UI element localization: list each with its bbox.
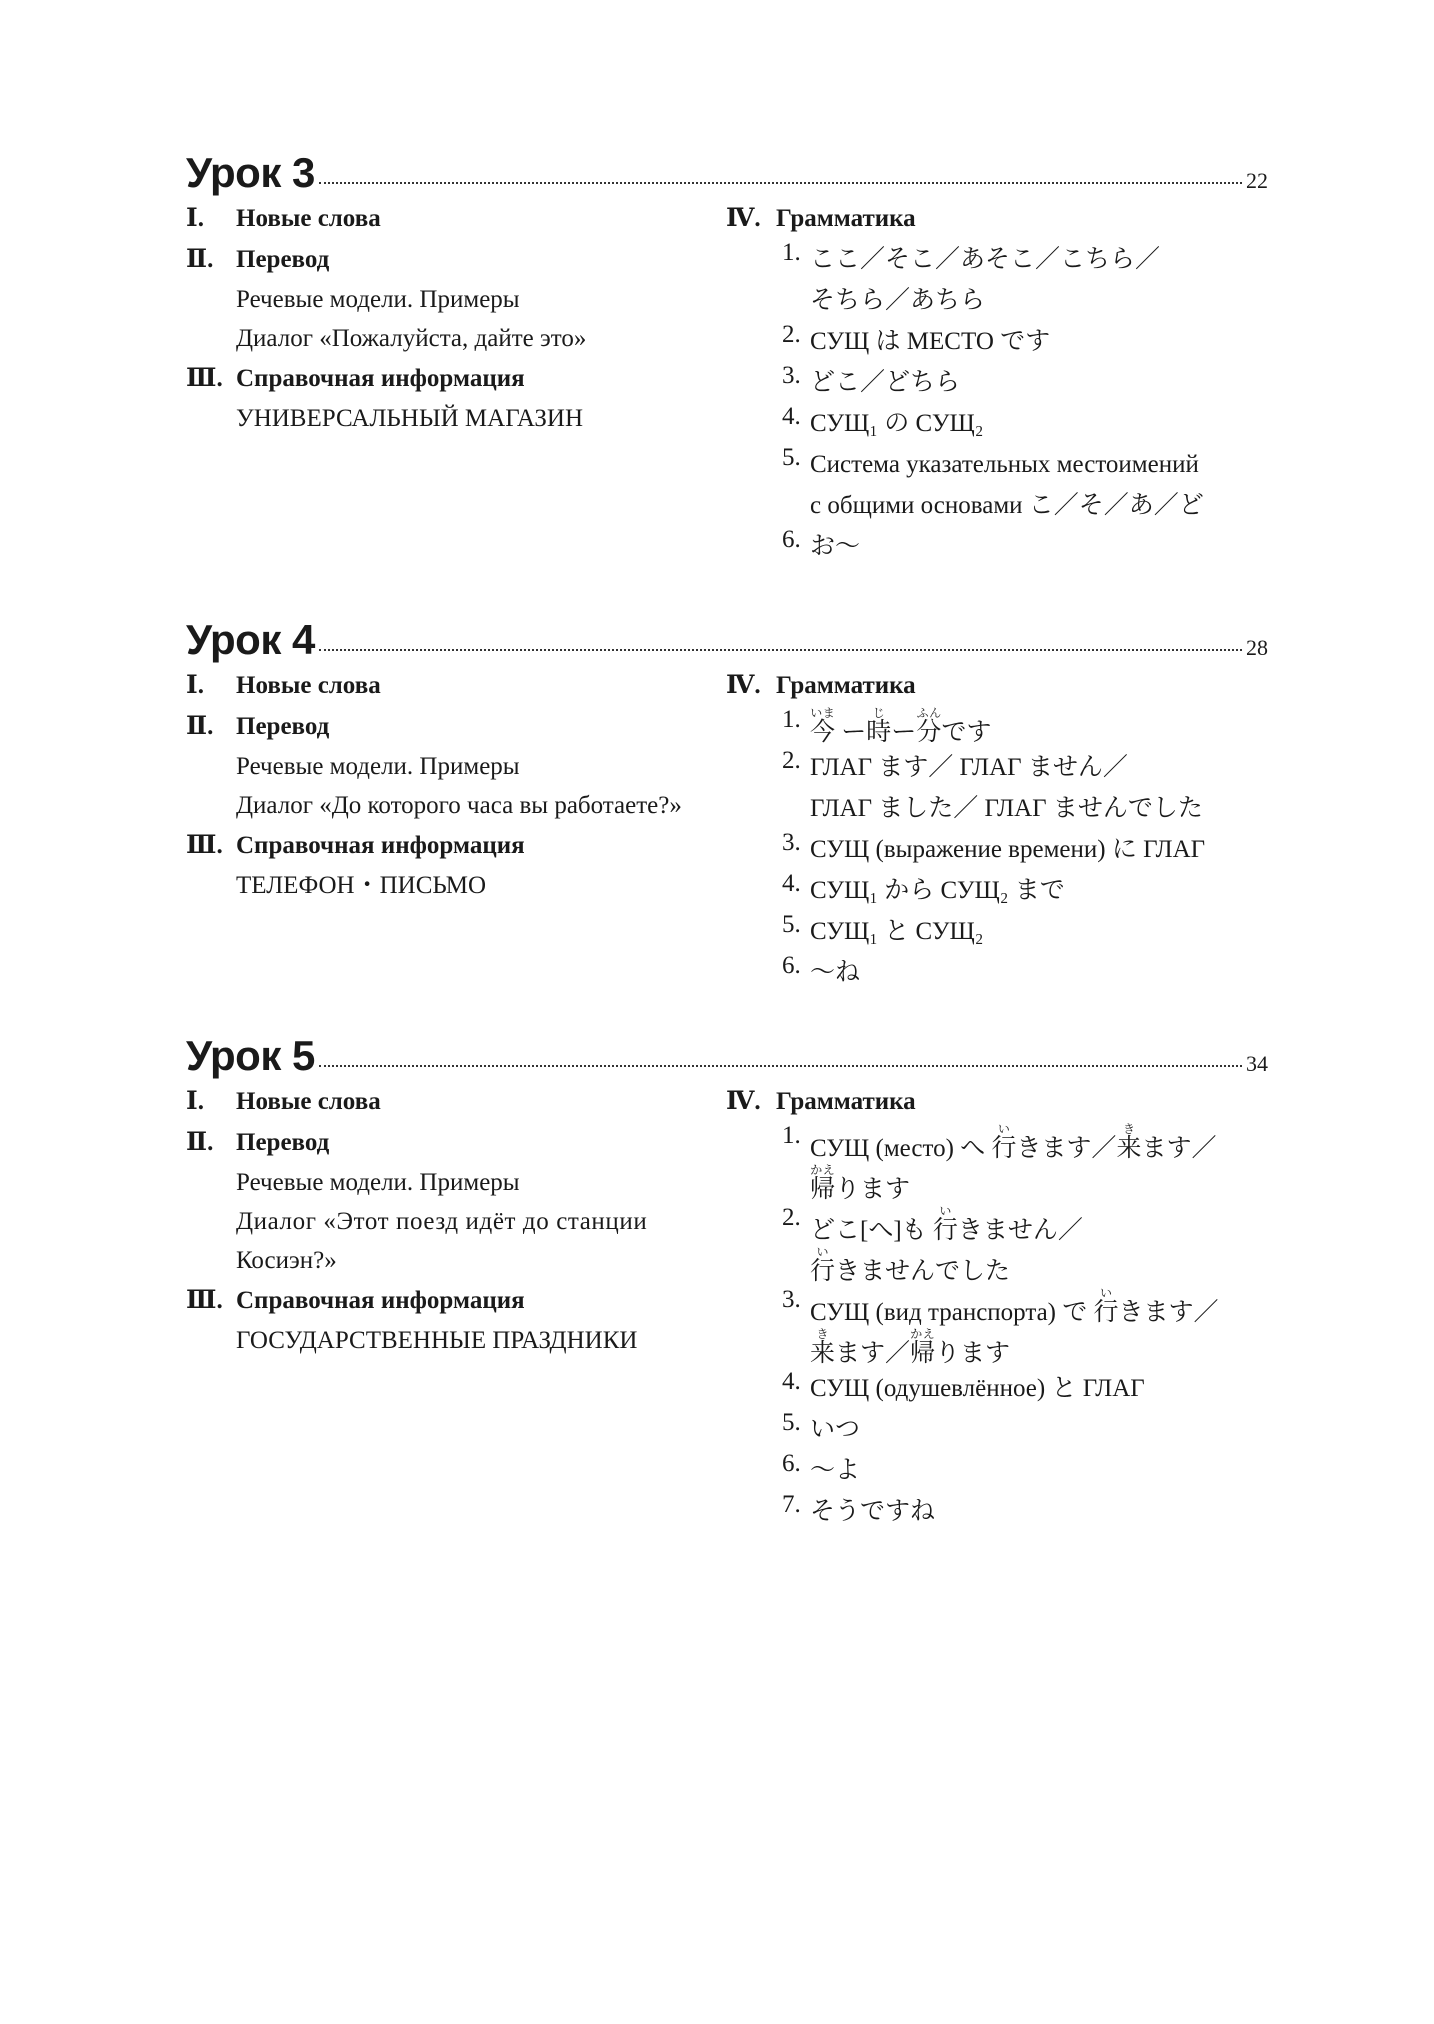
grammar-item bbox=[726, 747, 1268, 829]
section-subitem: Диалог «До которого часа вы работаете?» bbox=[236, 792, 682, 819]
ruby-reading: い bbox=[1093, 1286, 1119, 1300]
ruby-text bbox=[932, 1204, 958, 1244]
grammar-item bbox=[726, 444, 1268, 526]
grammar-line: Система указательных местоимений bbox=[810, 451, 1199, 478]
text-run: ります bbox=[935, 1340, 1011, 1367]
grammar-item bbox=[726, 321, 1268, 362]
dot-leader bbox=[319, 182, 1242, 184]
section-subitem: ТЕЛЕФОН・ПИСЬМО bbox=[236, 872, 487, 899]
grammar-item bbox=[726, 911, 1268, 952]
text-run: ます／ bbox=[1141, 1135, 1217, 1162]
grammar-line bbox=[810, 1204, 1268, 1245]
left-column bbox=[186, 665, 706, 905]
text-run: ります bbox=[835, 1176, 911, 1203]
item-number: 3. bbox=[782, 362, 801, 389]
grammar-item bbox=[726, 706, 1268, 747]
grammar-heading bbox=[726, 1081, 1268, 1122]
grammar-heading bbox=[726, 198, 1268, 239]
section-heading bbox=[186, 358, 706, 399]
ruby-base: 行 bbox=[1093, 1299, 1119, 1326]
grammar-line bbox=[810, 1245, 1268, 1286]
section-label: Справочная информация bbox=[236, 1287, 525, 1314]
ruby-reading: じ bbox=[866, 706, 892, 720]
text-run: です bbox=[941, 719, 992, 746]
item-number: 6. bbox=[782, 952, 801, 979]
item-number: 1. bbox=[782, 239, 801, 266]
lesson-4 bbox=[186, 609, 1268, 986]
ruby-reading: かえ bbox=[910, 1327, 936, 1341]
section-number: Ⅲ. bbox=[186, 832, 223, 859]
ruby-reading: い bbox=[932, 1204, 958, 1218]
ruby-base: 帰 bbox=[810, 1176, 836, 1203]
ruby-base: 行 bbox=[810, 1258, 836, 1285]
section-heading bbox=[186, 825, 706, 866]
lesson-title: Урок 5 bbox=[186, 1032, 315, 1079]
text-run: ー bbox=[891, 719, 917, 746]
item-number: 6. bbox=[782, 526, 801, 553]
grammar-item bbox=[726, 1409, 1268, 1450]
section-label: Новые слова bbox=[236, 1088, 381, 1115]
grammar-line bbox=[810, 1122, 1268, 1163]
grammar-line: そちら／あちら bbox=[810, 287, 986, 314]
item-number: 3. bbox=[782, 829, 801, 856]
section-number: Ⅱ. bbox=[186, 713, 214, 740]
section-label: Грамматика bbox=[776, 672, 916, 699]
text-run: きませんでした bbox=[835, 1258, 1011, 1285]
section-number: Ⅲ. bbox=[186, 1287, 223, 1314]
lesson-heading bbox=[186, 1025, 1268, 1077]
section-heading bbox=[186, 1280, 706, 1321]
item-number: 5. bbox=[782, 1409, 801, 1436]
left-column bbox=[186, 1081, 706, 1360]
ruby-text bbox=[866, 706, 892, 746]
ruby-base: 行 bbox=[991, 1135, 1017, 1162]
grammar-item bbox=[726, 1286, 1268, 1368]
text-run: СУЩ (место) へ bbox=[810, 1135, 992, 1162]
lesson-heading bbox=[186, 609, 1268, 661]
item-number: 1. bbox=[782, 706, 801, 733]
ruby-reading: ふん bbox=[916, 706, 942, 720]
ruby-text bbox=[991, 1122, 1017, 1162]
ruby-reading: い bbox=[810, 1245, 836, 1259]
grammar-line: ГЛАГ ました／ ГЛАГ ませんでした bbox=[810, 795, 1203, 822]
grammar-line: ～よ bbox=[810, 1457, 861, 1484]
grammar-list bbox=[726, 706, 1268, 993]
text-run: きません／ bbox=[957, 1217, 1083, 1244]
section-label: Грамматика bbox=[776, 205, 916, 232]
ruby-base: 来 bbox=[810, 1340, 836, 1367]
lesson-5 bbox=[186, 1025, 1268, 1525]
ruby-text bbox=[810, 706, 836, 746]
grammar-list bbox=[726, 1122, 1268, 1532]
grammar-line: СУЩ₁ と СУЩ₂ bbox=[810, 918, 984, 945]
ruby-text bbox=[910, 1327, 936, 1367]
grammar-item bbox=[726, 829, 1268, 870]
page-number: 22 bbox=[1246, 168, 1268, 193]
section-number: Ⅰ. bbox=[186, 205, 204, 232]
grammar-line bbox=[810, 706, 1268, 747]
grammar-item bbox=[726, 403, 1268, 444]
section-number: Ⅲ. bbox=[186, 365, 223, 392]
section-heading bbox=[186, 665, 706, 706]
text-run: どこ[へ]も bbox=[810, 1217, 933, 1244]
grammar-line bbox=[810, 1163, 1268, 1204]
item-number: 4. bbox=[782, 1368, 801, 1395]
dot-leader bbox=[319, 1065, 1242, 1067]
section-subitem: ГОСУДАРСТВЕННЫЕ ПРАЗДНИКИ bbox=[236, 1327, 638, 1354]
grammar-line: ～ね bbox=[810, 959, 861, 986]
section-number: Ⅱ. bbox=[186, 246, 214, 273]
section-subitem: Диалог «Пожалуйста, дайте это» bbox=[236, 325, 587, 352]
ruby-base: 来 bbox=[1116, 1135, 1142, 1162]
section-label: Перевод bbox=[236, 713, 330, 740]
ruby-text bbox=[810, 1245, 836, 1285]
grammar-item bbox=[726, 1122, 1268, 1204]
section-label: Справочная информация bbox=[236, 832, 525, 859]
section-heading bbox=[186, 1081, 706, 1122]
grammar-item bbox=[726, 526, 1268, 567]
page-number: 34 bbox=[1246, 1051, 1268, 1076]
grammar-line: ГЛАГ ます／ ГЛАГ ません／ bbox=[810, 754, 1128, 781]
page-number: 28 bbox=[1246, 635, 1268, 660]
grammar-item bbox=[726, 952, 1268, 993]
section-label: Справочная информация bbox=[236, 365, 525, 392]
section-number: Ⅰ. bbox=[186, 672, 204, 699]
section-number: Ⅳ. bbox=[726, 672, 761, 699]
grammar-list bbox=[726, 239, 1268, 567]
section-number: Ⅱ. bbox=[186, 1129, 214, 1156]
section-label: Грамматика bbox=[776, 1088, 916, 1115]
section-label: Новые слова bbox=[236, 205, 381, 232]
ruby-reading: き bbox=[1116, 1122, 1142, 1136]
ruby-text bbox=[810, 1327, 836, 1367]
section-subitem: Диалог «Этот поезд идёт до станции bbox=[236, 1208, 648, 1235]
grammar-line: СУЩ₁ の СУЩ₂ bbox=[810, 410, 984, 437]
grammar-item bbox=[726, 1368, 1268, 1409]
text-run: СУЩ (вид транспорта) で bbox=[810, 1299, 1094, 1326]
ruby-reading: いま bbox=[810, 706, 836, 720]
grammar-line: ここ／そこ／あそこ／こちら／ bbox=[810, 246, 1161, 273]
grammar-item bbox=[726, 239, 1268, 321]
item-number: 2. bbox=[782, 747, 801, 774]
grammar-line: お～ bbox=[810, 533, 861, 560]
ruby-base: 今 bbox=[810, 719, 836, 746]
section-heading bbox=[186, 1122, 706, 1163]
section-subitem: Речевые модели. Примеры bbox=[236, 753, 520, 780]
text-run: ー bbox=[835, 719, 867, 746]
section-subitem: Речевые модели. Примеры bbox=[236, 1169, 520, 1196]
section-label: Новые слова bbox=[236, 672, 381, 699]
section-subitem: Речевые модели. Примеры bbox=[236, 286, 520, 313]
left-column bbox=[186, 198, 706, 438]
grammar-line: そうですね bbox=[810, 1498, 936, 1525]
section-label: Перевод bbox=[236, 246, 330, 273]
text-run: ます／ bbox=[835, 1340, 911, 1367]
section-number: Ⅳ. bbox=[726, 1088, 761, 1115]
dot-leader bbox=[319, 649, 1242, 651]
ruby-text bbox=[810, 1163, 836, 1203]
grammar-line bbox=[810, 1286, 1268, 1327]
section-label: Перевод bbox=[236, 1129, 330, 1156]
grammar-line: с общими основами こ／そ／あ／ど bbox=[810, 492, 1204, 519]
item-number: 2. bbox=[782, 321, 801, 348]
grammar-line: СУЩ (выражение времени) に ГЛАГ bbox=[810, 836, 1206, 863]
item-number: 4. bbox=[782, 403, 801, 430]
section-heading bbox=[186, 198, 706, 239]
grammar-line: いつ bbox=[810, 1416, 861, 1443]
grammar-item bbox=[726, 1450, 1268, 1491]
grammar-line bbox=[810, 1327, 1268, 1368]
lesson-heading bbox=[186, 142, 1268, 194]
right-column bbox=[726, 1081, 1268, 1532]
lesson-3 bbox=[186, 142, 1268, 560]
grammar-line: СУЩ (одушевлённое) と ГЛАГ bbox=[810, 1375, 1145, 1402]
item-number: 6. bbox=[782, 1450, 801, 1477]
ruby-text bbox=[1116, 1122, 1142, 1162]
text-run: きます／ bbox=[1118, 1299, 1219, 1326]
item-number: 3. bbox=[782, 1286, 801, 1313]
grammar-item bbox=[726, 1204, 1268, 1286]
section-number: Ⅳ. bbox=[726, 205, 761, 232]
grammar-item bbox=[726, 1491, 1268, 1532]
right-column bbox=[726, 198, 1268, 567]
item-number: 1. bbox=[782, 1122, 801, 1149]
section-subitem: УНИВЕРСАЛЬНЫЙ МАГАЗИН bbox=[236, 405, 583, 432]
grammar-line: СУЩ₁ から СУЩ₂ まで bbox=[810, 877, 1065, 904]
right-column bbox=[726, 665, 1268, 993]
item-number: 5. bbox=[782, 911, 801, 938]
ruby-text bbox=[916, 706, 942, 746]
ruby-base: 行 bbox=[932, 1217, 958, 1244]
ruby-reading: い bbox=[991, 1122, 1017, 1136]
section-heading bbox=[186, 239, 706, 280]
item-number: 2. bbox=[782, 1204, 801, 1231]
grammar-line: どこ／どちら bbox=[810, 369, 961, 396]
item-number: 4. bbox=[782, 870, 801, 897]
grammar-line: СУЩ は МЕСТО です bbox=[810, 328, 1051, 355]
ruby-text bbox=[1093, 1286, 1119, 1326]
item-number: 5. bbox=[782, 444, 801, 471]
section-subitem: Косиэн?» bbox=[236, 1247, 337, 1274]
ruby-base: 時 bbox=[866, 719, 892, 746]
item-number: 7. bbox=[782, 1491, 801, 1518]
section-heading bbox=[186, 706, 706, 747]
grammar-item bbox=[726, 362, 1268, 403]
ruby-base: 帰 bbox=[910, 1340, 936, 1367]
ruby-reading: かえ bbox=[810, 1163, 836, 1177]
ruby-base: 分 bbox=[916, 719, 942, 746]
ruby-reading: き bbox=[810, 1327, 836, 1341]
section-number: Ⅰ. bbox=[186, 1088, 204, 1115]
lesson-title: Урок 4 bbox=[186, 616, 315, 663]
text-run: きます／ bbox=[1016, 1135, 1117, 1162]
grammar-item bbox=[726, 870, 1268, 911]
lesson-title: Урок 3 bbox=[186, 149, 315, 196]
grammar-heading bbox=[726, 665, 1268, 706]
